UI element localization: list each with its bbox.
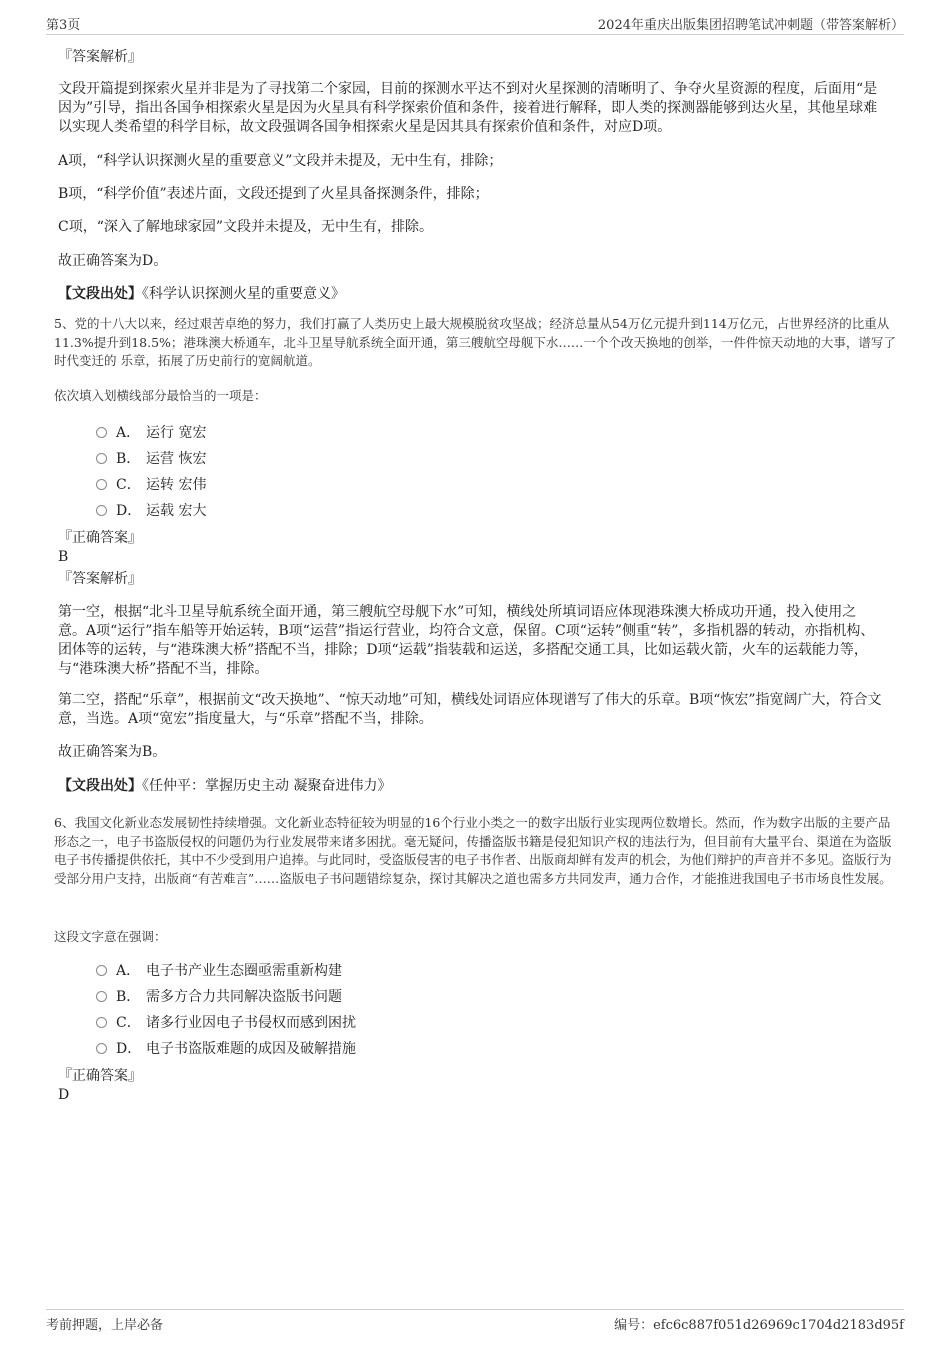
source-title: 《科学认识探测火星的重要意义》 <box>142 286 345 302</box>
q5-option-a[interactable]: A． 运行 宽宏 <box>96 423 206 443</box>
source-label: 【文段出处】 <box>58 778 142 794</box>
q6-option-c[interactable]: C． 诸多行业因电子书侵权而感到困扰 <box>96 1013 356 1033</box>
document-title: 2024年重庆出版集团招聘笔试冲刺题（带答案解析） <box>597 18 904 33</box>
analysis-label: 『答案解析』 <box>58 49 142 65</box>
answer-label: 『正确答案』 <box>58 1068 142 1084</box>
answer-value: B <box>58 549 69 565</box>
analysis-paragraph: 文段开篇提到探索火星并非是为了寻找第二个家园，目前的探测水平达不到对火星探测的清晰明了、争夺火星资源的程度，后面用“是因为”引导，指出各国争相探索火星是因为火星具有科学探索价值和条件，接着进行解释，即人类的探测器能够到达火星，其他星球难以实现人类希望的科学目标，故文段强调各国争相探索火星是因其具有探索价值和条件，对应D项。 <box>58 81 878 135</box>
radio-icon[interactable] <box>96 1017 107 1028</box>
question-6-stem: 6、我国文化新业态发展韧性持续增强。文化新业态特征较为明显的16个行业小类之一的数字出版行业实现两位数增长。然而，作为数字出版的主要产品形态之一，电子书盗版侵权的问题仍为行业发展带来诸多困扰。毫无疑问，传播盗版书籍是侵犯知识产权的违法行为，但目前有大量平台、渠道在为盗版电子书传播提供依托，其中不少受到用户追捧。与此同时，受盗版侵害的电子书作者、出版商却鲜有发声的机会，为他们辩护的声音并不多见。盗版行为受部分用户支持，出版商“有苦难言”……盗版电子书问题错综复杂，探讨其解决之道也需多方共同发声，通力合作，才能推进我国电子书市场良性发展。 <box>54 815 892 886</box>
analysis-paragraph: 第二空，搭配“乐章”，根据前文“改天换地”、“惊天动地”可知，横线处词语应体现谱写了伟大的乐章。B项“恢宏”指宽阔广大，符合文意，当选。A项“宽宏”指度量大，与“乐章”搭配不当，排除。 <box>58 692 882 727</box>
source-title: 《任仲平：掌握历史主动 凝聚奋进伟力》 <box>142 778 392 794</box>
question-5-stem: 5、党的十八大以来，经过艰苦卓绝的努力，我们打赢了人类历史上最大规模脱贫攻坚战；经济总量从54万亿元提升到114万亿元，占世界经济的比重从11.3%提升到18.5%；港珠澳大桥通车，北斗卫星导航系统全面开通，第三艘航空母舰下水……一个个改天换地的创举，一件件惊天动地的大事，谱写了时代变迁的 乐章，拓展了历史前行的宽阔航道。 <box>54 316 896 368</box>
q6-option-a[interactable]: A． 电子书产业生态圈亟需重新构建 <box>96 961 342 981</box>
question-5-prompt: 依次填入划横线部分最恰当的一项是： <box>54 388 267 403</box>
source-line <box>58 285 884 304</box>
footer-slogan: 考前押题，上岸必备 <box>46 1318 164 1333</box>
answer-value: D <box>58 1087 70 1103</box>
radio-icon[interactable] <box>96 479 107 490</box>
radio-icon[interactable] <box>96 505 107 516</box>
analysis-option-c: C项，“深入了解地球家园”文段并未提及，无中生有，排除。 <box>58 219 434 235</box>
analysis-paragraph: 第一空，根据“北斗卫星导航系统全面开通，第三艘航空母舰下水”可知，横线处所填词语应体现港珠澳大桥成功开通，投入使用之意。A项“运行”指车船等开始运转，B项“运营”指运行营业，均符合文意，保留。C项“运转”侧重“转”，多指机器的转动，亦指机构、团体等的运转，与“港珠澳大桥”搭配不当，排除；D项“运载”指装载和运送，多搭配交通工具，比如运载火箭，火车的运载能力等，与“港珠澳大桥”搭配不当，排除。 <box>58 604 875 677</box>
document-id: 编号：efc6c887f051d26969c1704d2183d95f <box>614 1318 904 1333</box>
analysis-option-a: A项，“科学认识探测火星的重要意义”文段并未提及，无中生有，排除； <box>58 153 503 169</box>
source-label: 【文段出处】 <box>58 286 142 302</box>
question-6-prompt: 这段文字意在强调： <box>54 929 167 944</box>
q6-option-d[interactable]: D． 电子书盗版难题的成因及破解措施 <box>96 1039 356 1059</box>
conclusion: 故正确答案为D。 <box>58 253 168 269</box>
q5-option-c[interactable]: C． 运转 宏伟 <box>96 475 206 495</box>
page-footer <box>46 1309 904 1334</box>
radio-icon[interactable] <box>96 965 107 976</box>
q6-option-b[interactable]: B． 需多方合力共同解决盗版书问题 <box>96 987 342 1007</box>
page-number: 第3页 <box>46 18 81 33</box>
source-line <box>58 777 884 796</box>
analysis-option-b: B项，“科学价值”表述片面，文段还提到了火星具备探测条件，排除； <box>58 186 489 202</box>
answer-label: 『正确答案』 <box>58 530 142 546</box>
radio-icon[interactable] <box>96 427 107 438</box>
q5-option-b[interactable]: B． 运营 恢宏 <box>96 449 206 469</box>
q5-option-d[interactable]: D． 运载 宏大 <box>96 501 206 521</box>
radio-icon[interactable] <box>96 453 107 464</box>
analysis-label: 『答案解析』 <box>58 571 142 587</box>
conclusion: 故正确答案为B。 <box>58 744 167 760</box>
radio-icon[interactable] <box>96 991 107 1002</box>
page-header <box>46 12 904 35</box>
radio-icon[interactable] <box>96 1043 107 1054</box>
